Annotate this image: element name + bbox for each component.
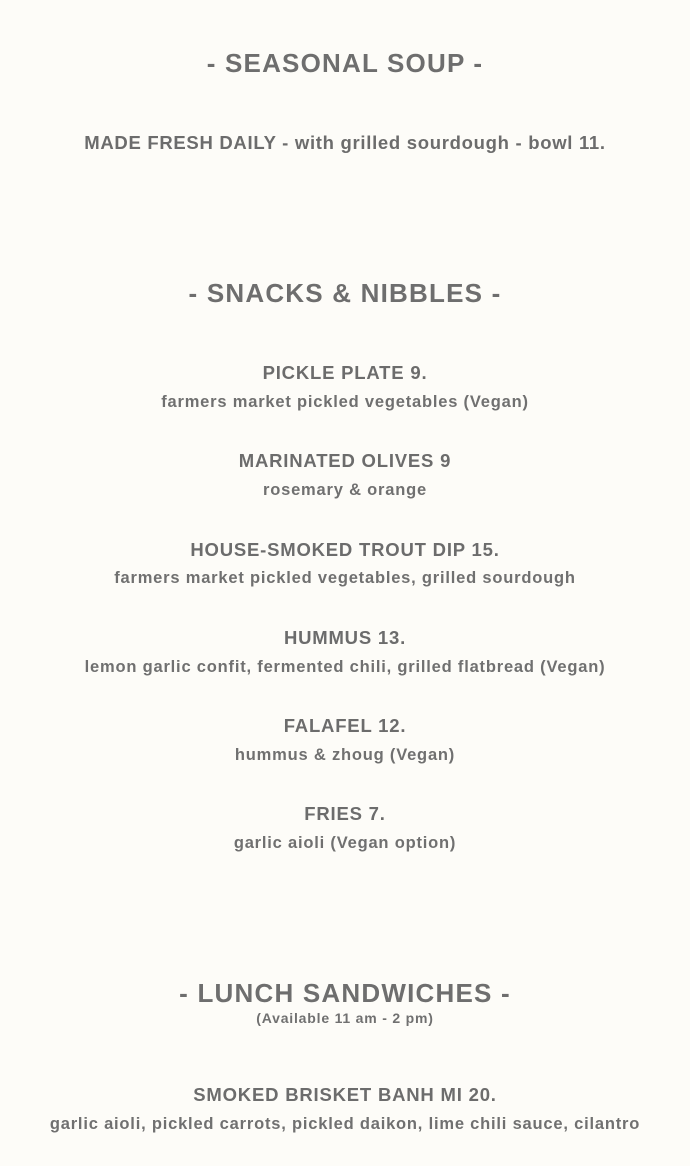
menu-item-description: garlic aioli (Vegan option) xyxy=(233,834,457,852)
menu-item-description: hummus & zhoug (Vegan) xyxy=(234,746,456,764)
menu-item-name: HUMMUS 13. xyxy=(283,627,407,648)
menu-item-name: HOUSE-SMOKED TROUT DIP 15. xyxy=(190,539,500,560)
menu-item-description: lemon garlic confit, fermented chili, grilled flatbread (Vegan) xyxy=(84,658,606,676)
soup-description: MADE FRESH DAILY - with grilled sourdough - bowl 11. xyxy=(84,132,606,153)
menu-item-description: farmers market pickled vegetables (Vegan) xyxy=(161,393,529,411)
menu-item-name: PICKLE PLATE 9. xyxy=(262,362,428,383)
menu-item-description: rosemary & orange xyxy=(263,481,427,499)
menu-item-name: FRIES 7. xyxy=(304,803,386,824)
soup-section-title: - SEASONAL SOUP - xyxy=(206,48,484,78)
lunch-section-subtitle: (Available 11 am - 2 pm) xyxy=(256,1010,434,1026)
menu-item-name: SMOKED BRISKET BANH MI 20. xyxy=(193,1084,497,1105)
lunch-section-title: - LUNCH SANDWICHES - xyxy=(179,978,511,1008)
menu-item-description: farmers market pickled vegetables, grilled sourdough xyxy=(114,569,576,587)
menu-item-name: FALAFEL 12. xyxy=(283,715,407,736)
menu-item-description: garlic aioli, pickled carrots, pickled daikon, lime chili sauce, cilantro xyxy=(49,1115,641,1133)
menu-item-name: MARINATED OLIVES 9 xyxy=(238,450,452,471)
snacks-section-title: - SNACKS & NIBBLES - xyxy=(188,278,502,308)
